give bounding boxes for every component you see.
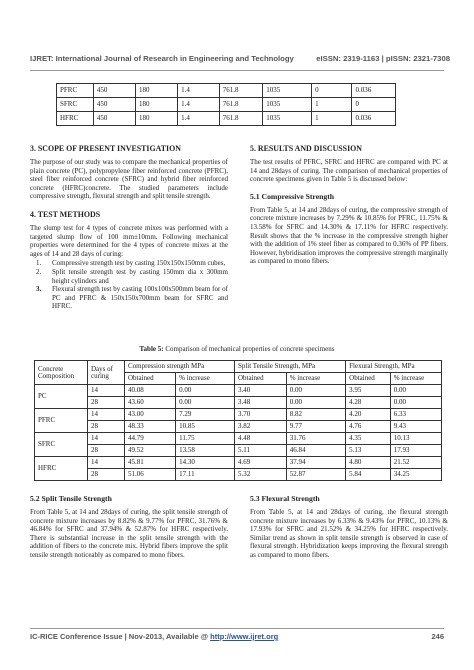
col-header-days: Days of curing [88, 361, 125, 385]
table-cell: 0.00 [390, 397, 441, 409]
section-3-heading: 3. SCOPE OF PRESENT INVESTIGATION [30, 144, 181, 153]
table-cell: 9.43 [390, 421, 441, 433]
sub-header-increase: % increase [176, 373, 235, 385]
table-cell: 40.08 [125, 385, 176, 397]
table-cell: 1.4 [178, 84, 220, 98]
table-cell: 4.28 [346, 397, 391, 409]
composition-cell: PC [35, 385, 88, 409]
table-cell: 43.00 [125, 409, 176, 421]
table-cell: 28 [88, 397, 125, 409]
table-5 [34, 360, 442, 481]
table-cell: 3.82 [234, 421, 286, 433]
table-cell: 4.35 [346, 433, 391, 445]
header-rule [30, 70, 444, 71]
table-cell: 180 [135, 112, 177, 126]
journal-title: IJRET: International Journal of Research in Engineering and Technology [30, 54, 294, 63]
table-cell: 4.20 [346, 409, 391, 421]
left-column-top [30, 144, 228, 311]
table-cell: 14.30 [176, 457, 235, 469]
composition-cell: SFRC [35, 433, 88, 457]
table-cell: 48.33 [125, 421, 176, 433]
table-cell: 761.8 [219, 84, 263, 98]
table-cell: 5.11 [234, 445, 286, 457]
col-header-composition: Concrete Composition [35, 361, 88, 385]
issn: eISSN: 2319-1163 | pISSN: 2321-7308 [316, 54, 450, 63]
table-cell: 180 [135, 98, 177, 112]
table-cell: 9.77 [286, 421, 345, 433]
table-5-caption: Table 5: Comparison of mechanical properties of concrete specimens [139, 345, 335, 353]
section-5-2-heading: 5.2 Split Tensile Strength [30, 494, 112, 503]
table-cell: SFRC [57, 98, 94, 112]
footer-text: IC-RICE Conference Issue | Nov-2013, Available @ http://www.ijret.org [30, 632, 279, 641]
section-3-body: The purpose of our study was to compare the mechanical properties of plain concrete (PC), polypropylene fiber reinforced concrete (PFRC), steel fiber reinforced concrete (SFRC) and hybrid fiber reinforced concrete (HFRC)concrete. The studied parameters include compressive strength, flexural strength and split tensile strength. [30, 158, 228, 201]
table-cell: 1035 [263, 98, 312, 112]
section-5-1-heading: 5.1 Compressive Strength [250, 191, 335, 201]
table-cell: 3.95 [346, 385, 391, 397]
sub-header-obtained: Obtained [234, 373, 286, 385]
table-cell: 13.58 [176, 445, 235, 457]
table-row [57, 84, 396, 98]
table-cell: 450 [93, 98, 135, 112]
table-cell: 14 [88, 457, 125, 469]
table-cell: 0.00 [286, 397, 345, 409]
table-row [35, 397, 442, 409]
col-header-split: Split Tensile Strength, MPa [234, 361, 345, 373]
section-5-body: The test results of PFRC, SFRC and HFRC are compared with PC at 14 and 28days of curing. The comparison of mechanical properties of concrete specimens given in Table 5 is discussed below: [250, 158, 448, 184]
table-cell: 52.87 [286, 469, 345, 481]
section-5-2-body: From Table 5, at 14 and 28days of curing, the split tensile strength of concrete mixture increases by 8.82% & 9.77% for PFRC, 31.76% & 46.84% for SFRC and 37.94% & 52.87% for HFRC respectively. There is substantial increase in the split tensile strength with the addition of fibers to the concrete mix. Hybrid fibers improve the split tensile strength noticeably as compared to mono fibers. [30, 508, 228, 559]
table-cell: 1.4 [178, 112, 220, 126]
table-cell: 43.60 [125, 397, 176, 409]
table-cell: 49.52 [125, 445, 176, 457]
table-cell: 21.52 [390, 457, 441, 469]
table-row [57, 98, 396, 112]
table-row [57, 112, 396, 126]
composition-cell: PFRC [35, 409, 88, 433]
table-cell: 0.00 [176, 385, 235, 397]
table-cell: 5.13 [346, 445, 391, 457]
col-header-compression: Compression strength MPa [125, 361, 235, 373]
section-5-3-body: From Table 5, at 14 and 28days of curing, the flexural strength concrete mixture increases by 6.33% & 9.43% for PFRC, 10.13% & 17.93% for SFRC and 21.52% & 34.25% for HFRC respectively. Similar trend as shown in split tensile strength is observed in case of flexural strength. Hybridization keeps improving the flexural strength as compared to mono fibers. [250, 508, 448, 559]
table-cell: 14 [88, 409, 125, 421]
table-cell: 3.70 [234, 409, 286, 421]
section-5-1-body: From Table 5, at 14 and 28days of curing, the compressive strength of concrete mixture increases by 7.29% & 10.85% for PFRC, 11.75% & 13.58% for SFRC and 14.30% & 17.11% for HFRC respectively. Result shows that the % increase in the compressive strength higher with the addition of 1% steel fiber as compared to 0.36% of PP fibers. However, hybridisation improves the compressive strength marginally as compared to mono fibers. [250, 205, 448, 266]
table-cell: 37.94 [286, 457, 345, 469]
table-cell: PFRC [57, 84, 94, 98]
list-item: 1. Compressive strength test by casting 150x150x150mm cubes, [36, 259, 226, 268]
table-cell: 0.00 [176, 397, 235, 409]
section-4-body: The slump test for 4 types of concrete mixes was performed with a targeted slump flow of 100 mm±10mm. Following mechanical properties were determined for the 4 types of concrete mixes at the ages of 14 and 28 days of curing: [30, 223, 228, 258]
list-item: 2. Split tensile strength test by casting 150mm dia x 300mm height cylinders and [36, 267, 228, 285]
table-cell: HFRC [57, 112, 94, 126]
table-cell: 4.80 [346, 457, 391, 469]
table-row [35, 385, 442, 397]
table-cell: 0 [352, 98, 396, 112]
table-cell: 28 [88, 469, 125, 481]
table-row [35, 409, 442, 421]
right-column-top [250, 144, 448, 266]
table-cell: 8.82 [286, 409, 345, 421]
table-cell: 1 [312, 112, 352, 126]
table-cell: 28 [88, 421, 125, 433]
table-cell: 0.00 [390, 385, 441, 397]
table-cell: 46.84 [286, 445, 345, 457]
table-row [35, 445, 442, 457]
list-item: 3. Flexural strength test by casting 100x100x500mm beam for of PC and PFRC & 150x150x700mm beam for SFRC and HFRC. [36, 285, 228, 311]
sub-header-obtained: Obtained [346, 373, 391, 385]
table-cell: 10.85 [176, 421, 235, 433]
journal-link[interactable]: http://www.ijret.org [210, 632, 279, 641]
table-cell: 0 [312, 84, 352, 98]
sub-header-increase: % increase [390, 373, 441, 385]
table-cell: 1.4 [178, 98, 220, 112]
sub-header-increase: % increase [286, 373, 345, 385]
table-cell: 14 [88, 385, 125, 397]
page-number: 246 [431, 632, 444, 641]
mix-proportion-table [56, 83, 396, 126]
table-cell: 45.81 [125, 457, 176, 469]
table-cell: 3.40 [234, 385, 286, 397]
table-cell: 17.93 [390, 445, 441, 457]
table-cell: 10.13 [390, 433, 441, 445]
table-cell: 4.69 [234, 457, 286, 469]
table-cell: 761.8 [219, 98, 263, 112]
table-cell: 14 [88, 433, 125, 445]
table-row [35, 457, 442, 469]
table-cell: 3.48 [234, 397, 286, 409]
page-header [30, 54, 450, 63]
table-cell: 44.79 [125, 433, 176, 445]
composition-cell: HFRC [35, 457, 88, 481]
table-cell: 17.11 [176, 469, 235, 481]
table-cell: 1035 [263, 112, 312, 126]
table-cell: 4.48 [234, 433, 286, 445]
table-cell: 6.33 [390, 409, 441, 421]
table-cell: 34.25 [390, 469, 441, 481]
table-cell: 450 [93, 84, 135, 98]
table-cell: 761.8 [219, 112, 263, 126]
section-5-3-heading: 5.3 Flexural Strength [250, 494, 320, 503]
table-cell: 180 [135, 84, 177, 98]
table-cell: 5.84 [346, 469, 391, 481]
page-footer [30, 628, 444, 641]
table-cell: 51.06 [125, 469, 176, 481]
table-cell: 4.76 [346, 421, 391, 433]
right-column-bottom [250, 494, 448, 560]
table-cell: 28 [88, 445, 125, 457]
table-cell: 1035 [263, 84, 312, 98]
table-cell: 7.29 [176, 409, 235, 421]
section-4-heading: 4. TEST METHODS [30, 209, 101, 219]
table-cell: 5.32 [234, 469, 286, 481]
table-cell: 1 [312, 98, 352, 112]
sub-header-obtained: Obtained [125, 373, 176, 385]
table-cell: 0.00 [286, 385, 345, 397]
left-column-bottom [30, 494, 228, 560]
table-cell: 31.76 [286, 433, 345, 445]
test-methods-list [30, 259, 228, 311]
table-cell: 450 [93, 112, 135, 126]
table-row [35, 433, 442, 445]
table-row [35, 421, 442, 433]
table-row [35, 469, 442, 481]
table-cell: 0.036 [352, 112, 396, 126]
table-cell: 11.75 [176, 433, 235, 445]
col-header-flexural: Flexural Strength, MPa [346, 361, 442, 373]
table-cell: 0.036 [352, 84, 396, 98]
section-5-heading: 5. RESULTS AND DISCUSSION [250, 144, 362, 153]
